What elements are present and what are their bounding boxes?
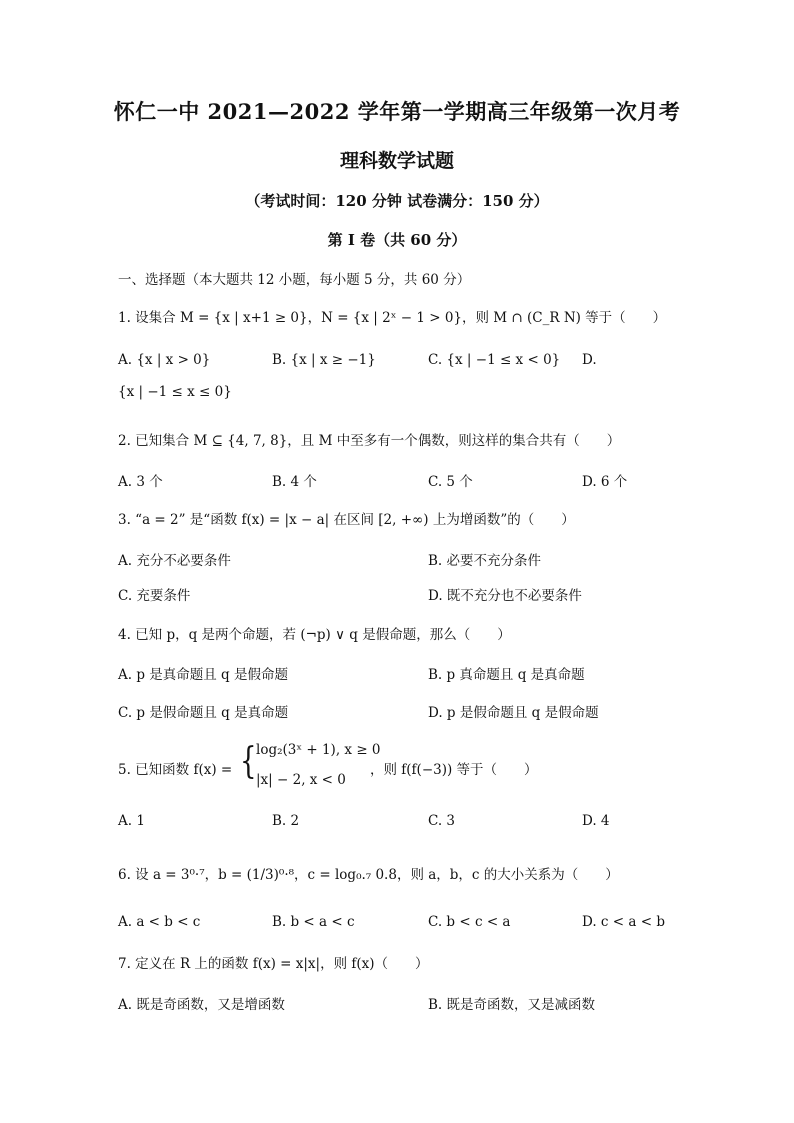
- question-6-option-b: B. b < a < c: [272, 914, 355, 930]
- question-7-option-a: A. 既是奇函数，又是增函数: [118, 997, 285, 1013]
- question-4-stem: 4. 已知 p，q 是两个命题，若 (¬p) ∨ q 是假命题，那么（ ）: [118, 627, 511, 643]
- question-6-option-a: A. a < b < c: [118, 914, 201, 930]
- question-2-option-c: C. 5 个: [428, 474, 473, 490]
- question-2-option-a: A. 3 个: [118, 474, 163, 490]
- question-1-option-d: D.: [582, 352, 597, 368]
- question-1-option-b: B. {x | x ≥ −1}: [272, 352, 376, 368]
- question-3-option-d: D. 既不充分也不必要条件: [428, 588, 582, 604]
- question-5-option-c: C. 3: [428, 813, 456, 829]
- question-6-stem: 6. 设 a = 3⁰·⁷，b = (1/3)⁰·⁸，c = log₀.₇ 0.8，则 a，b，c 的大小关系为（ ）: [118, 867, 619, 883]
- question-6-option-d: D. c < a < b: [582, 914, 665, 930]
- question-7-stem: 7. 定义在 R 上的函数 f(x) = x|x|，则 f(x)（ ）: [118, 956, 429, 972]
- question-3-stem: 3. “a = 2” 是“函数 f(x) = |x − a| 在区间 [2, +∞) 上为增函数”的（ ）: [118, 512, 575, 528]
- question-2-option-d: D. 6 个: [582, 474, 628, 490]
- piecewise-brace: {: [240, 741, 257, 783]
- question-1-option-d-value: {x | −1 ≤ x ≤ 0}: [118, 384, 232, 400]
- question-5-piece-2: |x| − 2, x < 0: [256, 772, 346, 788]
- question-1-stem: 1. 设集合 M = {x | x+1 ≥ 0}，N = {x | 2ˣ − 1 > 0}，则 M ∩ (C_R N) 等于（ ）: [118, 310, 667, 326]
- volume-heading: 第 I 卷（共 60 分）: [327, 231, 467, 249]
- question-2-option-b: B. 4 个: [272, 474, 317, 490]
- exam-subtitle: 理科数学试题: [339, 150, 454, 172]
- question-4-option-b: B. p 真命题且 q 是真命题: [428, 667, 585, 683]
- question-2-stem: 2. 已知集合 M ⊆ {4, 7, 8}，且 M 中至多有一个偶数，则这样的集合共有（ ）: [118, 433, 621, 449]
- question-5-option-d: D. 4: [582, 813, 610, 829]
- question-5-option-a: A. 1: [118, 813, 145, 829]
- question-3-option-a: A. 充分不必要条件: [118, 553, 231, 569]
- question-4-option-c: C. p 是假命题且 q 是真命题: [118, 705, 289, 721]
- question-3-option-b: B. 必要不充分条件: [428, 553, 542, 569]
- question-5-piece-1: log₂(3ˣ + 1), x ≥ 0: [256, 742, 381, 758]
- question-1-option-c: C. {x | −1 ≤ x < 0}: [428, 352, 561, 368]
- question-3-option-c: C. 充要条件: [118, 588, 191, 604]
- question-5-stem-prefix: 5. 已知函数 f(x) =: [118, 762, 233, 778]
- question-1-option-a: A. {x | x > 0}: [118, 352, 211, 368]
- question-5-stem-suffix: ，则 f(f(−3)) 等于（ ）: [370, 762, 538, 778]
- question-4-option-a: A. p 是真命题且 q 是假命题: [118, 667, 288, 683]
- exam-info: （考试时间：120 分钟 试卷满分：150 分）: [245, 192, 549, 210]
- question-7-option-b: B. 既是奇函数，又是减函数: [428, 997, 596, 1013]
- question-4-option-d: D. p 是假命题且 q 是假命题: [428, 705, 599, 721]
- question-6-option-c: C. b < c < a: [428, 914, 511, 930]
- question-5-option-b: B. 2: [272, 813, 300, 829]
- exam-title: 怀仁一中 2021—2022 学年第一学期高三年级第一次月考: [113, 99, 681, 124]
- section-heading: 一、选择题（本大题共 12 小题，每小题 5 分，共 60 分）: [118, 272, 471, 288]
